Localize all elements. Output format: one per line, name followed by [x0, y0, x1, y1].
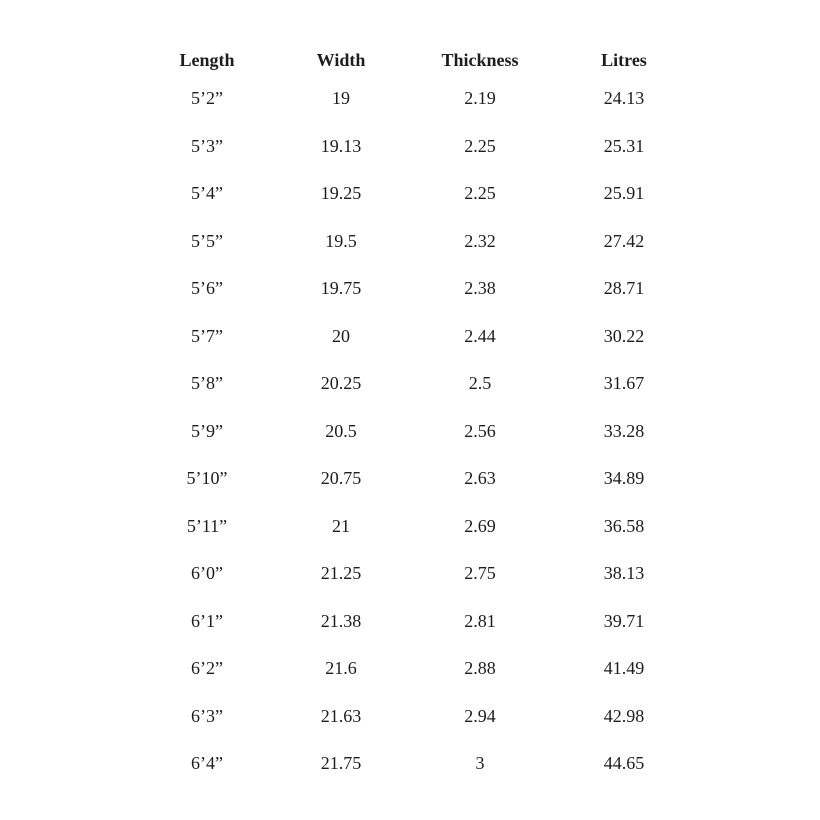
- table-cell: 21.38: [320, 610, 362, 631]
- table-cell: 34.89: [603, 468, 645, 489]
- table-cell: 19.75: [320, 278, 362, 299]
- table-cell: 24.13: [603, 88, 645, 109]
- table-cell: 6’4”: [191, 753, 223, 774]
- column-header: Thickness: [441, 50, 519, 70]
- table-row: [140, 503, 696, 551]
- table-cell: 5’11”: [186, 515, 228, 536]
- table-row: [140, 693, 696, 741]
- table-cell: 28.71: [603, 278, 645, 299]
- table-cell: 2.81: [464, 610, 496, 631]
- table-cell: 2.19: [464, 88, 496, 109]
- table-body: [140, 75, 696, 788]
- table-cell: 3: [475, 753, 485, 774]
- table-row: [140, 598, 696, 646]
- table-cell: 2.38: [464, 278, 496, 299]
- table-cell: 31.67: [603, 373, 645, 394]
- table-cell: 44.65: [603, 753, 645, 774]
- table-row: [140, 360, 696, 408]
- table-cell: 5’5”: [191, 230, 223, 251]
- table-row: [140, 170, 696, 218]
- table-cell: 6’2”: [191, 658, 223, 679]
- table-cell: 21.25: [320, 563, 362, 584]
- table-cell: 2.32: [464, 230, 496, 251]
- table-cell: 2.63: [464, 468, 496, 489]
- table-row: [140, 123, 696, 171]
- table-cell: 21.75: [320, 753, 362, 774]
- table-row: [140, 645, 696, 693]
- table-cell: 2.56: [464, 420, 496, 441]
- column-header: Width: [316, 50, 366, 70]
- table-cell: 21: [332, 515, 350, 536]
- table-cell: 2.5: [468, 373, 492, 394]
- table-row: [140, 265, 696, 313]
- table-cell: 41.49: [603, 658, 645, 679]
- table-cell: 20.5: [325, 420, 357, 441]
- table-cell: 27.42: [603, 230, 645, 251]
- table-cell: 20.75: [320, 468, 362, 489]
- table-cell: 39.71: [603, 610, 645, 631]
- table-cell: 30.22: [603, 325, 645, 346]
- table-row: [140, 75, 696, 123]
- table-cell: 5’6”: [191, 278, 223, 299]
- table-row: [140, 218, 696, 266]
- table-cell: 21.6: [325, 658, 357, 679]
- table-cell: 5’8”: [191, 373, 223, 394]
- table-cell: 19.25: [320, 183, 362, 204]
- column-header: Length: [179, 50, 235, 70]
- table-cell: 21.63: [320, 705, 362, 726]
- table-cell: 5’4”: [191, 183, 223, 204]
- table-row: [140, 408, 696, 456]
- table-cell: 5’7”: [191, 325, 223, 346]
- table-cell: 38.13: [603, 563, 645, 584]
- table-cell: 20.25: [320, 373, 362, 394]
- table-row: [140, 313, 696, 361]
- table-cell: 19: [332, 88, 350, 109]
- table-cell: 5’2”: [191, 88, 223, 109]
- table-cell: 25.91: [603, 183, 645, 204]
- table-cell: 2.88: [464, 658, 496, 679]
- table-cell: 5’9”: [191, 420, 223, 441]
- table-cell: 42.98: [603, 705, 645, 726]
- size-chart-table: [140, 0, 696, 820]
- column-header: Litres: [601, 50, 647, 70]
- table-cell: 2.25: [464, 183, 496, 204]
- table-row: [140, 455, 696, 503]
- table-cell: 6’1”: [191, 610, 223, 631]
- table-cell: 2.44: [464, 325, 496, 346]
- table-cell: 33.28: [603, 420, 645, 441]
- table-cell: 20: [332, 325, 350, 346]
- table-cell: 5’10”: [186, 468, 228, 489]
- table-cell: 19.13: [320, 135, 362, 156]
- table-cell: 6’3”: [191, 705, 223, 726]
- table-cell: 6’0”: [191, 563, 223, 584]
- table-cell: 5’3”: [191, 135, 223, 156]
- table-cell: 2.69: [464, 515, 496, 536]
- table-row: [140, 740, 696, 788]
- table-cell: 25.31: [603, 135, 645, 156]
- table-header-row: [140, 51, 696, 69]
- table-cell: 2.94: [464, 705, 496, 726]
- table-cell: 19.5: [325, 230, 357, 251]
- table-cell: 2.75: [464, 563, 496, 584]
- table-cell: 2.25: [464, 135, 496, 156]
- table-cell: 36.58: [603, 515, 645, 536]
- table-row: [140, 550, 696, 598]
